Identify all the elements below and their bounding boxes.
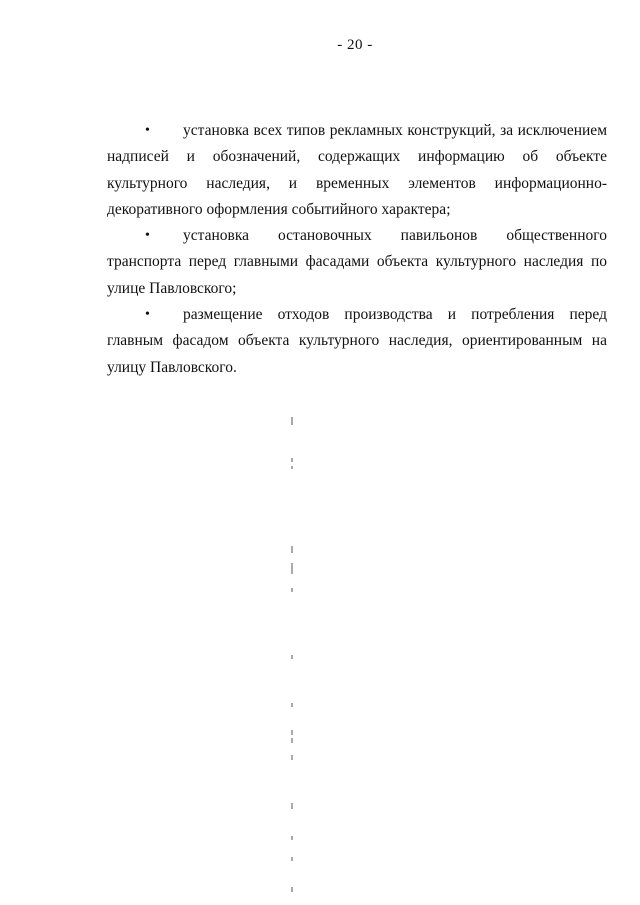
bullet-icon: • <box>145 123 150 138</box>
list-item <box>107 118 607 223</box>
list-item-text: размещение отходов производства и потребления перед главным фасадом объекта культурного наследия, ориентированным на улицу Павловского. <box>107 306 607 376</box>
bullet-icon: • <box>145 307 150 323</box>
restrictions-list <box>107 118 607 381</box>
page-number: - 20 - <box>337 37 373 53</box>
list-item-text: установка всех типов рекламных конструкций, за исключением надписей и обозначений, содержащих информацию об объекте культурного наследия, и временных элементов информационно-декоративного оформления событийного характера; <box>107 122 607 218</box>
bullet-icon: • <box>145 228 150 244</box>
list-item <box>107 302 607 381</box>
list-item-text: установка остановочных павильонов общественного транспорта перед главными фасадами объекта культурного наследия по улице Павловского; <box>107 227 607 297</box>
list-item <box>107 223 607 302</box>
